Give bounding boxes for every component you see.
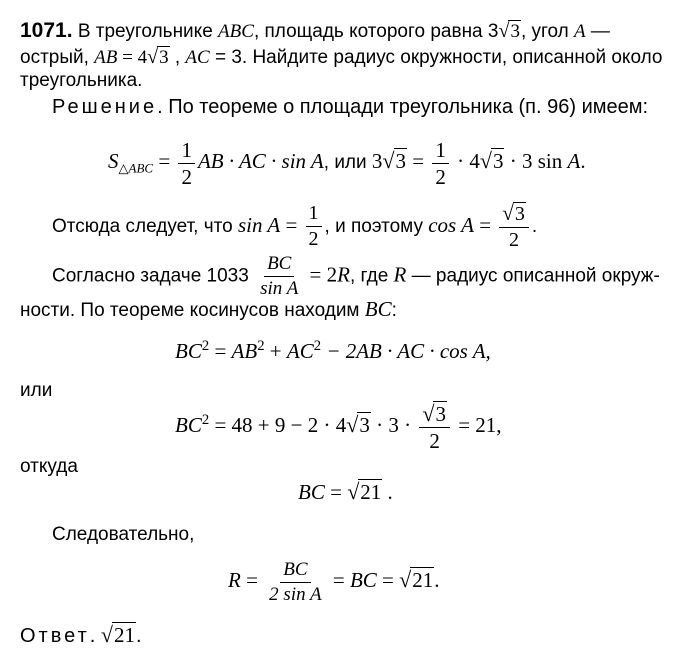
solution-intro: Решение. По теореме о площади треугольника (п. 96) имеем: (52, 96, 649, 118)
fraction: $\frac{1}{2}$ (178, 139, 195, 188)
equation-bc-value: BC = √21 . (298, 479, 393, 504)
problem-line-1: 1071. В треугольнике ABC, площадь которого равна 3√3, угол A — (20, 19, 610, 42)
problem-line-3: треугольника. (20, 70, 143, 91)
problem-line-2: острый, AB = 4√3 , AC = 3. Найдите радиус окружности, описанной около (20, 46, 663, 68)
sqrt: √3 (147, 46, 169, 68)
word-otkuda: откуда (20, 456, 78, 477)
fraction: $\frac{BC}{\text{2 sin A}}$ (269, 558, 322, 605)
fraction: $\frac{BC}{\text{sin A}}$ (260, 253, 299, 299)
fraction: $\frac{√3}{2}$ (499, 202, 529, 251)
equation-cosine-law: $BC^2 = AB^2 + AC^2 - 2AB$ · AC · cos A, (175, 338, 491, 363)
fraction: $\frac{1}{2}$ (306, 203, 322, 250)
sqrt: √3 (479, 148, 504, 173)
answer-sqrt: √21 (100, 622, 135, 647)
sqrt: √3 (382, 148, 407, 173)
sqrt: √3 (346, 412, 370, 437)
fraction: $\frac{1}{2}$ (432, 139, 449, 188)
paragraph-cosine-law: ности. По теореме косинусов находим BC: (20, 297, 397, 321)
paragraph-task-1033: Согласно задаче 1033 $\frac{BC}{\text{sin A}}$ = 2R, где R — радиус описанной окруж- (52, 253, 660, 299)
solution-heading: Решение (52, 96, 158, 118)
fraction: $\frac{√3}{2}$ (419, 402, 450, 452)
answer-line: Ответ. √21. (20, 622, 142, 647)
word-sledovatelno: Следовательно, (52, 524, 195, 545)
equation-bc-squared: $BC^2 = 48 + 9 - 2 \cdot 4√3 \cdot 3$ · $\frac{√3}{2}$ = 21, (175, 401, 502, 454)
sqrt: √21 (399, 567, 434, 592)
paragraph-sin-cos: Отсюда следует, что sin A = $\frac{1}{2}$ , и поэтому cos A = $\frac{√3}{2}$ . (52, 201, 538, 252)
answer-label: Ответ (20, 625, 90, 647)
word-ili: или (20, 380, 53, 401)
equation-area: $S_{\triangle ABC}$ = $\frac{1}{2}$ AB · AC · sin A, или 3√3 = $\frac{1}{2}$ · 4√3 · 3 sin A. (108, 137, 586, 189)
equation-radius: R = $\frac{BC}{\text{2 sin A}}$ = BC = √21. (228, 556, 440, 605)
sqrt: √3 (498, 20, 520, 42)
problem-number: 1071. (20, 19, 73, 42)
sqrt: √21 (347, 479, 382, 504)
